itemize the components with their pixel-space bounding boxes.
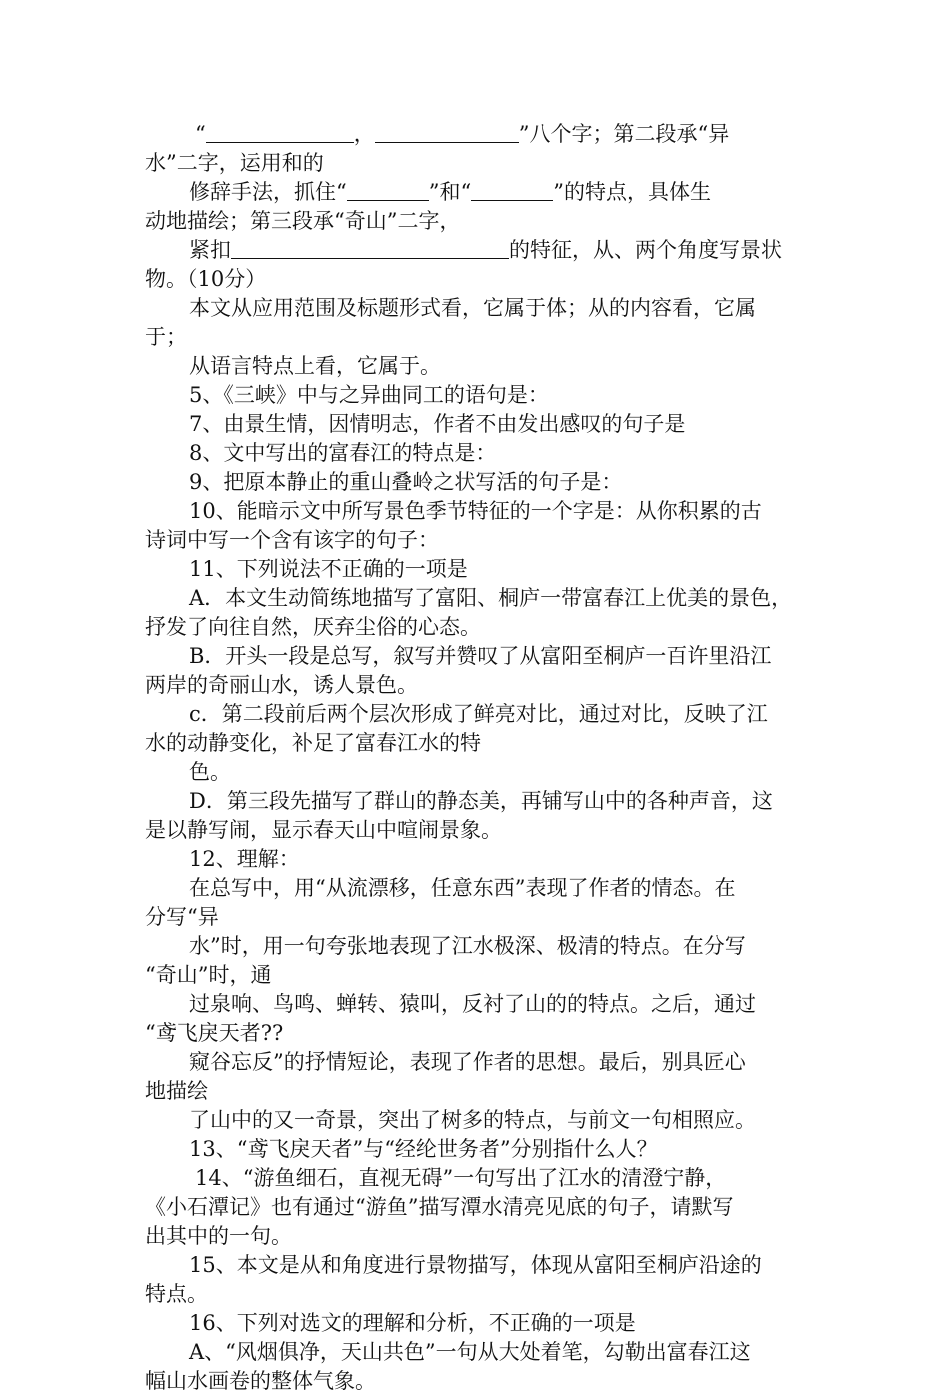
- text-line: 动地描绘；第三段承“奇山”二字，: [145, 209, 461, 233]
- question-line: 14、“游鱼细石，直视无碍”一句写出了江水的清澄宁静，: [195, 1166, 727, 1190]
- text-line: 于；: [145, 325, 187, 349]
- answer-blank: [206, 122, 354, 143]
- answer-blank: [375, 122, 519, 143]
- text-line: 《小石潭记》也有通过“游鱼”描写潭水清亮见底的句子，请默写: [145, 1195, 734, 1219]
- text-segment: “: [195, 122, 206, 146]
- text-line: 在总写中，用“从流漂移，任意东西”表现了作者的情态。在: [189, 876, 736, 900]
- question-line: 15、本文是从和角度进行景物描写，体现从富阳至桐庐沿途的: [189, 1253, 762, 1277]
- text-line: 水”时，用一句夸张地表现了江水极深、极清的特点。在分写: [189, 934, 746, 958]
- text-line: 特点。: [145, 1282, 208, 1306]
- question-line: 13、“鸢飞戾天者”与“经纶世务者”分别指什么人？: [189, 1137, 658, 1161]
- text-line: “奇山”时，通: [145, 963, 272, 987]
- option-line: c．第二段前后两个层次形成了鲜亮对比，通过对比，反映了江: [189, 702, 768, 726]
- fill-blank-line: [145, 236, 817, 265]
- text-line: 水的动静变化，补足了富春江水的特: [145, 731, 481, 755]
- text-segment: ”的特点，具体生: [553, 180, 711, 204]
- text-segment: ”八个字；第二段承“异: [518, 122, 730, 146]
- question-line: 7、由景生情，因情明志，作者不由发出感叹的句子是: [189, 412, 686, 436]
- text-line: 物。（10分）: [145, 267, 267, 291]
- text-segment: ”和“: [428, 180, 472, 204]
- option-line: D．第三段先描写了群山的静态美，再铺写山中的各种声音，这: [189, 789, 773, 813]
- text-line: 幅山水画卷的整体气象。: [145, 1369, 376, 1393]
- question-line: 16、下列对选文的理解和分析，不正确的一项是: [189, 1311, 636, 1335]
- text-line: 色。: [189, 760, 231, 784]
- answer-blank: [231, 238, 509, 259]
- text-line: 是以静写闹，显示春天山中喧闹景象。: [145, 818, 502, 842]
- text-segment: 紧扣: [189, 238, 231, 262]
- question-line: 12、理解：: [189, 847, 300, 871]
- text-line: 出其中的一句。: [145, 1224, 292, 1248]
- text-line: 窥谷忘反”的抒情短论，表现了作者的思想。最后，别具匠心: [189, 1050, 746, 1074]
- text-line: 了山中的又一奇景，突出了树多的特点，与前文一句相照应。: [189, 1108, 756, 1132]
- text-segment: 修辞手法，抓住“: [189, 180, 347, 204]
- text-line: 抒发了向往自然，厌弃尘俗的心态。: [145, 615, 481, 639]
- answer-blank: [347, 180, 429, 201]
- text-line: 水”二字，运用和的: [145, 151, 324, 175]
- text-line: 诗词中写一个含有该字的句子：: [145, 528, 439, 552]
- text-line: 本文从应用范围及标题形式看，它属于体；从的内容看，它属: [189, 296, 756, 320]
- question-line: 11、下列说法不正确的一项是: [189, 557, 468, 581]
- option-line: A、“风烟俱净，天山共色”一句从大处着笔，勾勒出富春江这: [189, 1340, 751, 1364]
- question-line: 10、能暗示文中所写景色季节特征的一个字是：从你积累的古: [189, 499, 762, 523]
- text-line: 地描绘: [145, 1079, 208, 1103]
- text-segment: 的特征，从、两个角度写景状: [509, 238, 782, 262]
- text-line: 过泉响、鸟鸣、蝉转、猿叫，反衬了山的的特点。之后，通过: [189, 992, 756, 1016]
- text-line: “鸢飞戾天者??: [145, 1021, 284, 1045]
- answer-blank: [471, 180, 553, 201]
- question-line: 5、《三峡》中与之异曲同工的语句是：: [189, 383, 549, 407]
- document-body: [145, 120, 817, 1396]
- option-line: A．本文生动简练地描写了富阳、桐庐一带富春江上优美的景色，: [189, 586, 793, 610]
- option-line: B．开头一段是总写，叙写并赞叹了从富阳至桐庐一百许里沿江: [189, 644, 772, 668]
- text-line: 两岸的奇丽山水，诱人景色。: [145, 673, 418, 697]
- question-line: 9、把原本静止的重山叠岭之状写活的句子是：: [189, 470, 623, 494]
- text-line: 从语言特点上看，它属于。: [189, 354, 441, 378]
- fill-blank-line: [145, 120, 817, 149]
- fill-blank-line: [145, 178, 817, 207]
- question-line: 8、文中写出的富春江的特点是：: [189, 441, 497, 465]
- text-segment: ，: [353, 122, 375, 146]
- text-line: 分写“异: [145, 905, 219, 929]
